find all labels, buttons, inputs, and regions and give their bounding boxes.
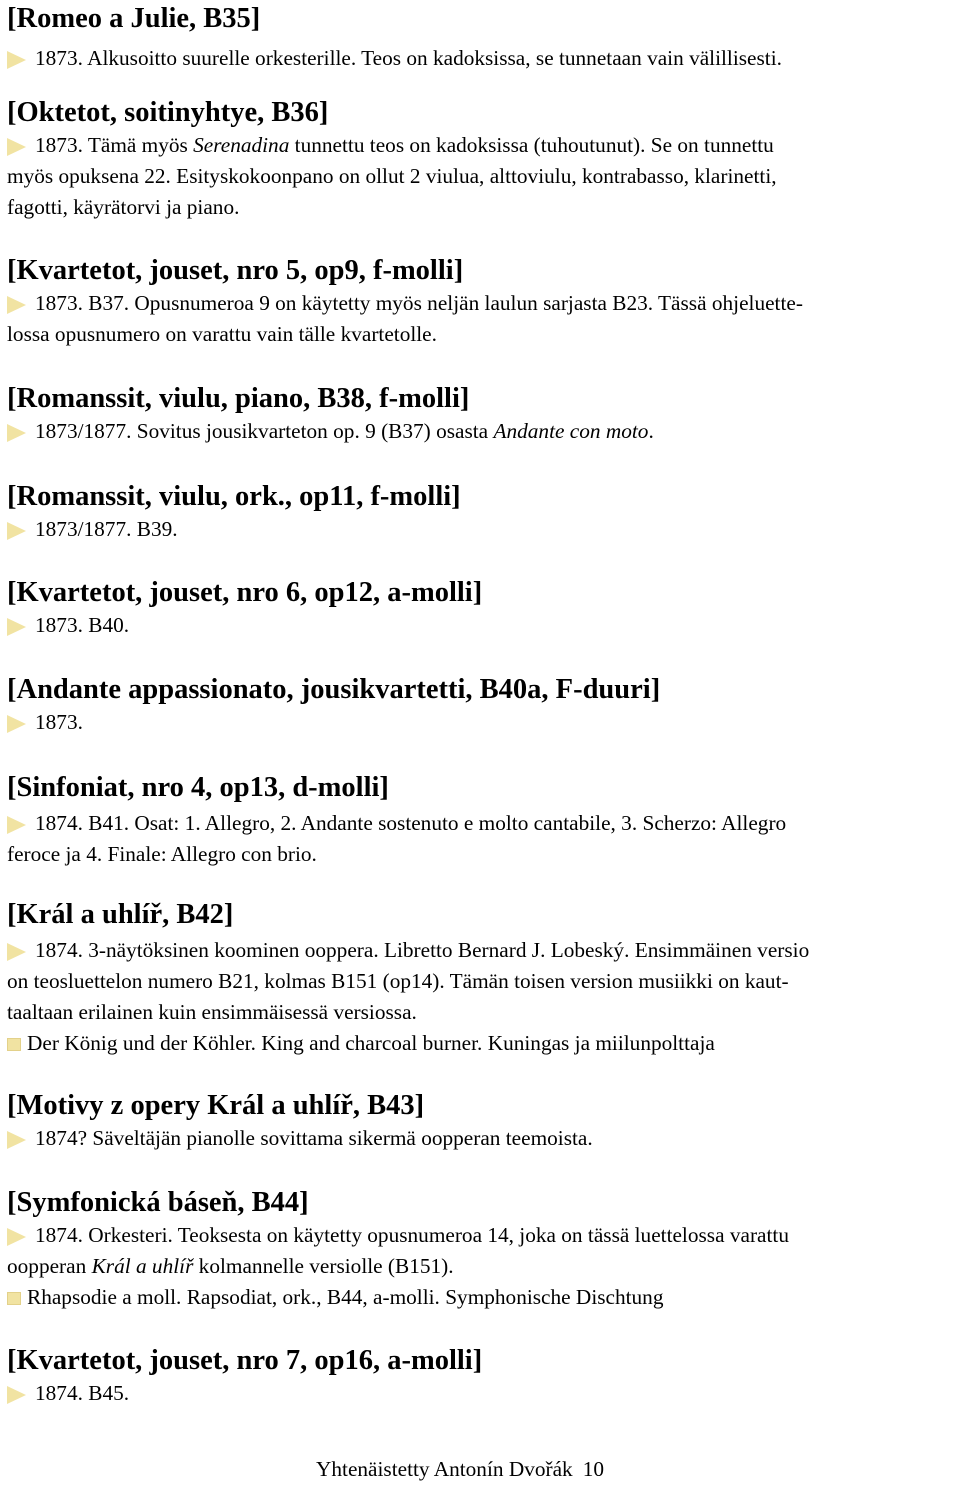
entry-andante-appassionato — [7, 673, 660, 738]
entry-description: 1873/1877. Sovitus jousikvarteton op. 9 (B37) osasta Andante con moto. — [7, 416, 654, 447]
arrow-bullet-icon — [7, 296, 26, 314]
entry-heading: [Romanssit, viulu, ork., op11, f-molli] — [7, 481, 461, 512]
entry-kvartetot-6 — [7, 576, 482, 641]
entry-symfonicka-basen — [7, 1186, 789, 1313]
entry-heading: [Andante appassionato, jousikvartetti, B40a, F-duuri] — [7, 674, 661, 705]
entry-heading: [Kvartetot, jouset, nro 7, op16, a-molli] — [7, 1345, 483, 1376]
entry-description: 1873. — [7, 707, 660, 738]
entry-kvartetot-7 — [7, 1344, 482, 1409]
entry-sinfoniat-4 — [7, 771, 786, 870]
entry-kvartetot-5 — [7, 254, 803, 350]
entry-motivy-z-opery — [7, 1089, 593, 1154]
entry-description: 1873/1877. B39. — [7, 514, 461, 545]
entry-description: 1874. B41. Osat: 1. Allegro, 2. Andante sostenuto e molto cantabile, 3. Scherzo: Allegro feroce ja 4. Finale: Allegro con brio. — [7, 811, 787, 866]
square-bullet-icon — [7, 1292, 21, 1305]
page-number: 10 — [582, 1457, 605, 1481]
arrow-bullet-icon — [7, 522, 26, 540]
entry-heading: [Romeo a Julie, B35] — [7, 3, 261, 34]
entry-kral-a-uhlir — [7, 898, 809, 1059]
arrow-bullet-icon — [7, 138, 26, 156]
arrow-bullet-icon — [7, 816, 26, 834]
entry-description: 1874. B45. — [7, 1378, 482, 1409]
entry-romanssit-viulu-ork — [7, 480, 461, 545]
arrow-bullet-icon — [7, 51, 26, 69]
arrow-bullet-icon — [7, 1386, 26, 1404]
entry-description: 1873. Tämä myös Serenadina tunnettu teos on kadoksissa (tuhoutunut). Se on tunnettu myös opuksena 22. Esityskokoonpano on ollut 2 viulua, alttoviulu, kontrabasso, klarinetti, fagotti, käyrätorvi ja piano. — [7, 133, 777, 219]
entry-description: 1874. Orkesteri. Teoksesta on käytetty opusnumeroa 14, joka on tässä luettelossa varattu oopperan Král a uhlíř kolmannelle versiolle (B151). Rhapsodie a moll. Rapsodiat, ork., B44, a-molli. Symphonische Dischtung — [7, 1223, 789, 1309]
arrow-bullet-icon — [7, 715, 26, 733]
entry-heading: [Oktetot, soitinyhtye, B36] — [7, 97, 329, 128]
footer-title: Yhtenäistetty Antonín Dvořák — [316, 1457, 573, 1481]
entry-heading: [Symfonická báseň, B44] — [7, 1187, 309, 1218]
entry-heading: [Motivy z opery Král a uhlíř, B43] — [7, 1090, 425, 1121]
entry-description: 1873. B37. Opusnumeroa 9 on käytetty myös neljän laulun sarjasta B23. Tässä ohjeluette- lossa opusnumero on varattu vain tälle kvartetolle. — [7, 291, 803, 346]
arrow-bullet-icon — [7, 943, 26, 961]
entry-description: 1873. Alkusoitto suurelle orkesterille. Teos on kadoksissa, se tunnetaan vain välillisesti. — [7, 43, 782, 74]
arrow-bullet-icon — [7, 1228, 26, 1246]
entry-heading: [Sinfoniat, nro 4, op13, d-molli] — [7, 772, 389, 803]
entry-heading: [Kvartetot, jouset, nro 5, op9, f-molli] — [7, 255, 464, 286]
arrow-bullet-icon — [7, 424, 26, 442]
entry-description: 1874. 3-näytöksinen koominen ooppera. Libretto Bernard J. Lobeský. Ensimmäinen versio on teosluettelon numero B21, kolmas B151 (op14). Tämän toisen version musiikki on kaut- taaltaan erilainen kuin ensimmäisessä versiossa. Der König und der Köhler. King and charcoal burner. Kuningas ja miilunpolttaja — [7, 938, 810, 1055]
arrow-bullet-icon — [7, 618, 26, 636]
page-footer — [316, 1454, 604, 1484]
entry-heading: [Kvartetot, jouset, nro 6, op12, a-molli] — [7, 577, 483, 608]
entry-romanssit-viulu-piano — [7, 382, 654, 447]
entry-description: 1873. B40. — [7, 610, 482, 641]
entry-description: 1874? Säveltäjän pianolle sovittama sikermä oopperan teemoista. — [7, 1123, 593, 1154]
entry-oktetot — [7, 96, 777, 223]
entry-romeo-a-julie — [7, 2, 782, 74]
entry-heading: [Romanssit, viulu, piano, B38, f-molli] — [7, 383, 470, 414]
entry-heading: [Král a uhlíř, B42] — [7, 899, 234, 930]
square-bullet-icon — [7, 1038, 21, 1051]
arrow-bullet-icon — [7, 1131, 26, 1149]
